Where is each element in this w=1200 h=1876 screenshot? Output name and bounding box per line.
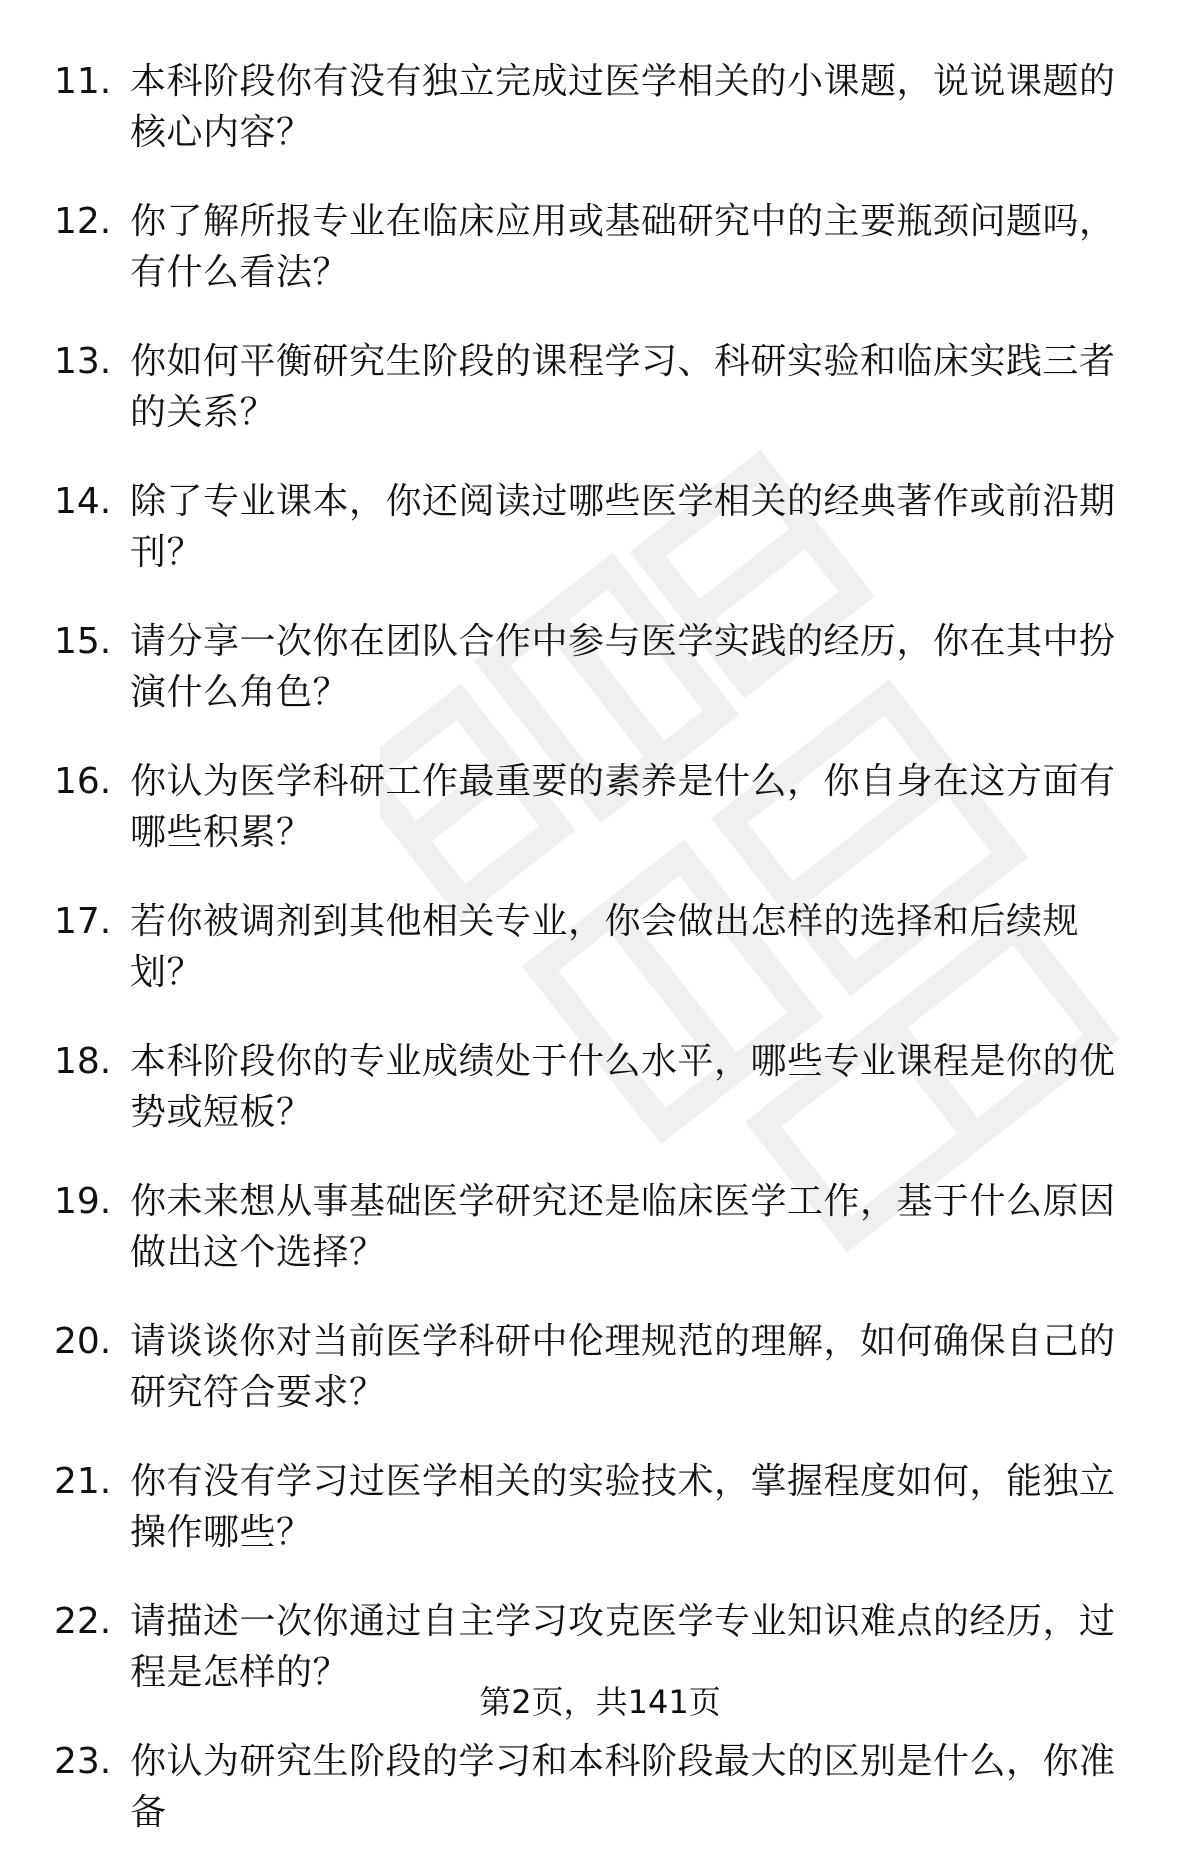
question-item: [0, 336, 1144, 438]
question-number: 16.: [54, 761, 112, 802]
question-number: 11.: [54, 61, 112, 102]
question-text: 请谈谈你对当前医学科研中伦理规范的理解，如何确保自己的研究符合要求？: [130, 1321, 1116, 1413]
question-number: 12.: [54, 201, 112, 242]
question-number: 15.: [54, 621, 112, 662]
question-text: 本科阶段你的专业成绩处于什么水平，哪些专业课程是你的优势或短板？: [130, 1041, 1116, 1133]
question-text: 请分享一次你在团队合作中参与医学实践的经历，你在其中扮演什么角色？: [130, 621, 1116, 713]
question-text: 请描述一次你通过自主学习攻克医学专业知识难点的经历，过程是怎样的？: [130, 1601, 1116, 1693]
question-number: 19.: [54, 1181, 112, 1222]
question-number: 13.: [54, 341, 112, 382]
question-text: 除了专业课本，你还阅读过哪些医学相关的经典著作或前沿期刊？: [130, 481, 1116, 573]
question-number: 14.: [54, 481, 112, 522]
question-text: 你未来想从事基础医学研究还是临床医学工作，基于什么原因做出这个选择？: [130, 1181, 1116, 1273]
question-item: [0, 756, 1144, 858]
question-text: 你认为研究生阶段的学习和本科阶段最大的区别是什么，你准备: [130, 1741, 1116, 1833]
question-list: [0, 56, 1200, 1876]
question-item: [0, 1316, 1144, 1418]
question-item: [0, 1736, 1144, 1838]
question-text: 你如何平衡研究生阶段的课程学习、科研实验和临床实践三者的关系？: [130, 341, 1116, 433]
question-text: 本科阶段你有没有独立完成过医学相关的小课题，说说课题的核心内容？: [130, 61, 1116, 153]
question-item: [0, 1456, 1144, 1558]
question-number: 20.: [54, 1321, 112, 1362]
question-number: 21.: [54, 1461, 112, 1502]
question-item: [0, 616, 1144, 718]
question-item: [0, 56, 1144, 158]
question-number: 22.: [54, 1601, 112, 1642]
question-item: [0, 476, 1144, 578]
question-text: 若你被调剂到其他相关专业，你会做出怎样的选择和后续规划？: [130, 901, 1080, 993]
question-number: 18.: [54, 1041, 112, 1082]
question-text: 你了解所报专业在临床应用或基础研究中的主要瓶颈问题吗，有什么看法？: [130, 201, 1116, 293]
question-item: [0, 196, 1144, 298]
question-text: 你认为医学科研工作最重要的素养是什么，你自身在这方面有哪些积累？: [130, 761, 1116, 853]
question-number: 17.: [54, 901, 112, 942]
question-item: [0, 1036, 1144, 1138]
question-item: [0, 896, 1144, 998]
question-number: 23.: [54, 1741, 112, 1782]
question-text: 你有没有学习过医学相关的实验技术，掌握程度如何，能独立操作哪些？: [130, 1461, 1116, 1553]
question-item: [0, 1176, 1144, 1278]
page-footer: 第2页，共141页: [479, 1683, 721, 1721]
